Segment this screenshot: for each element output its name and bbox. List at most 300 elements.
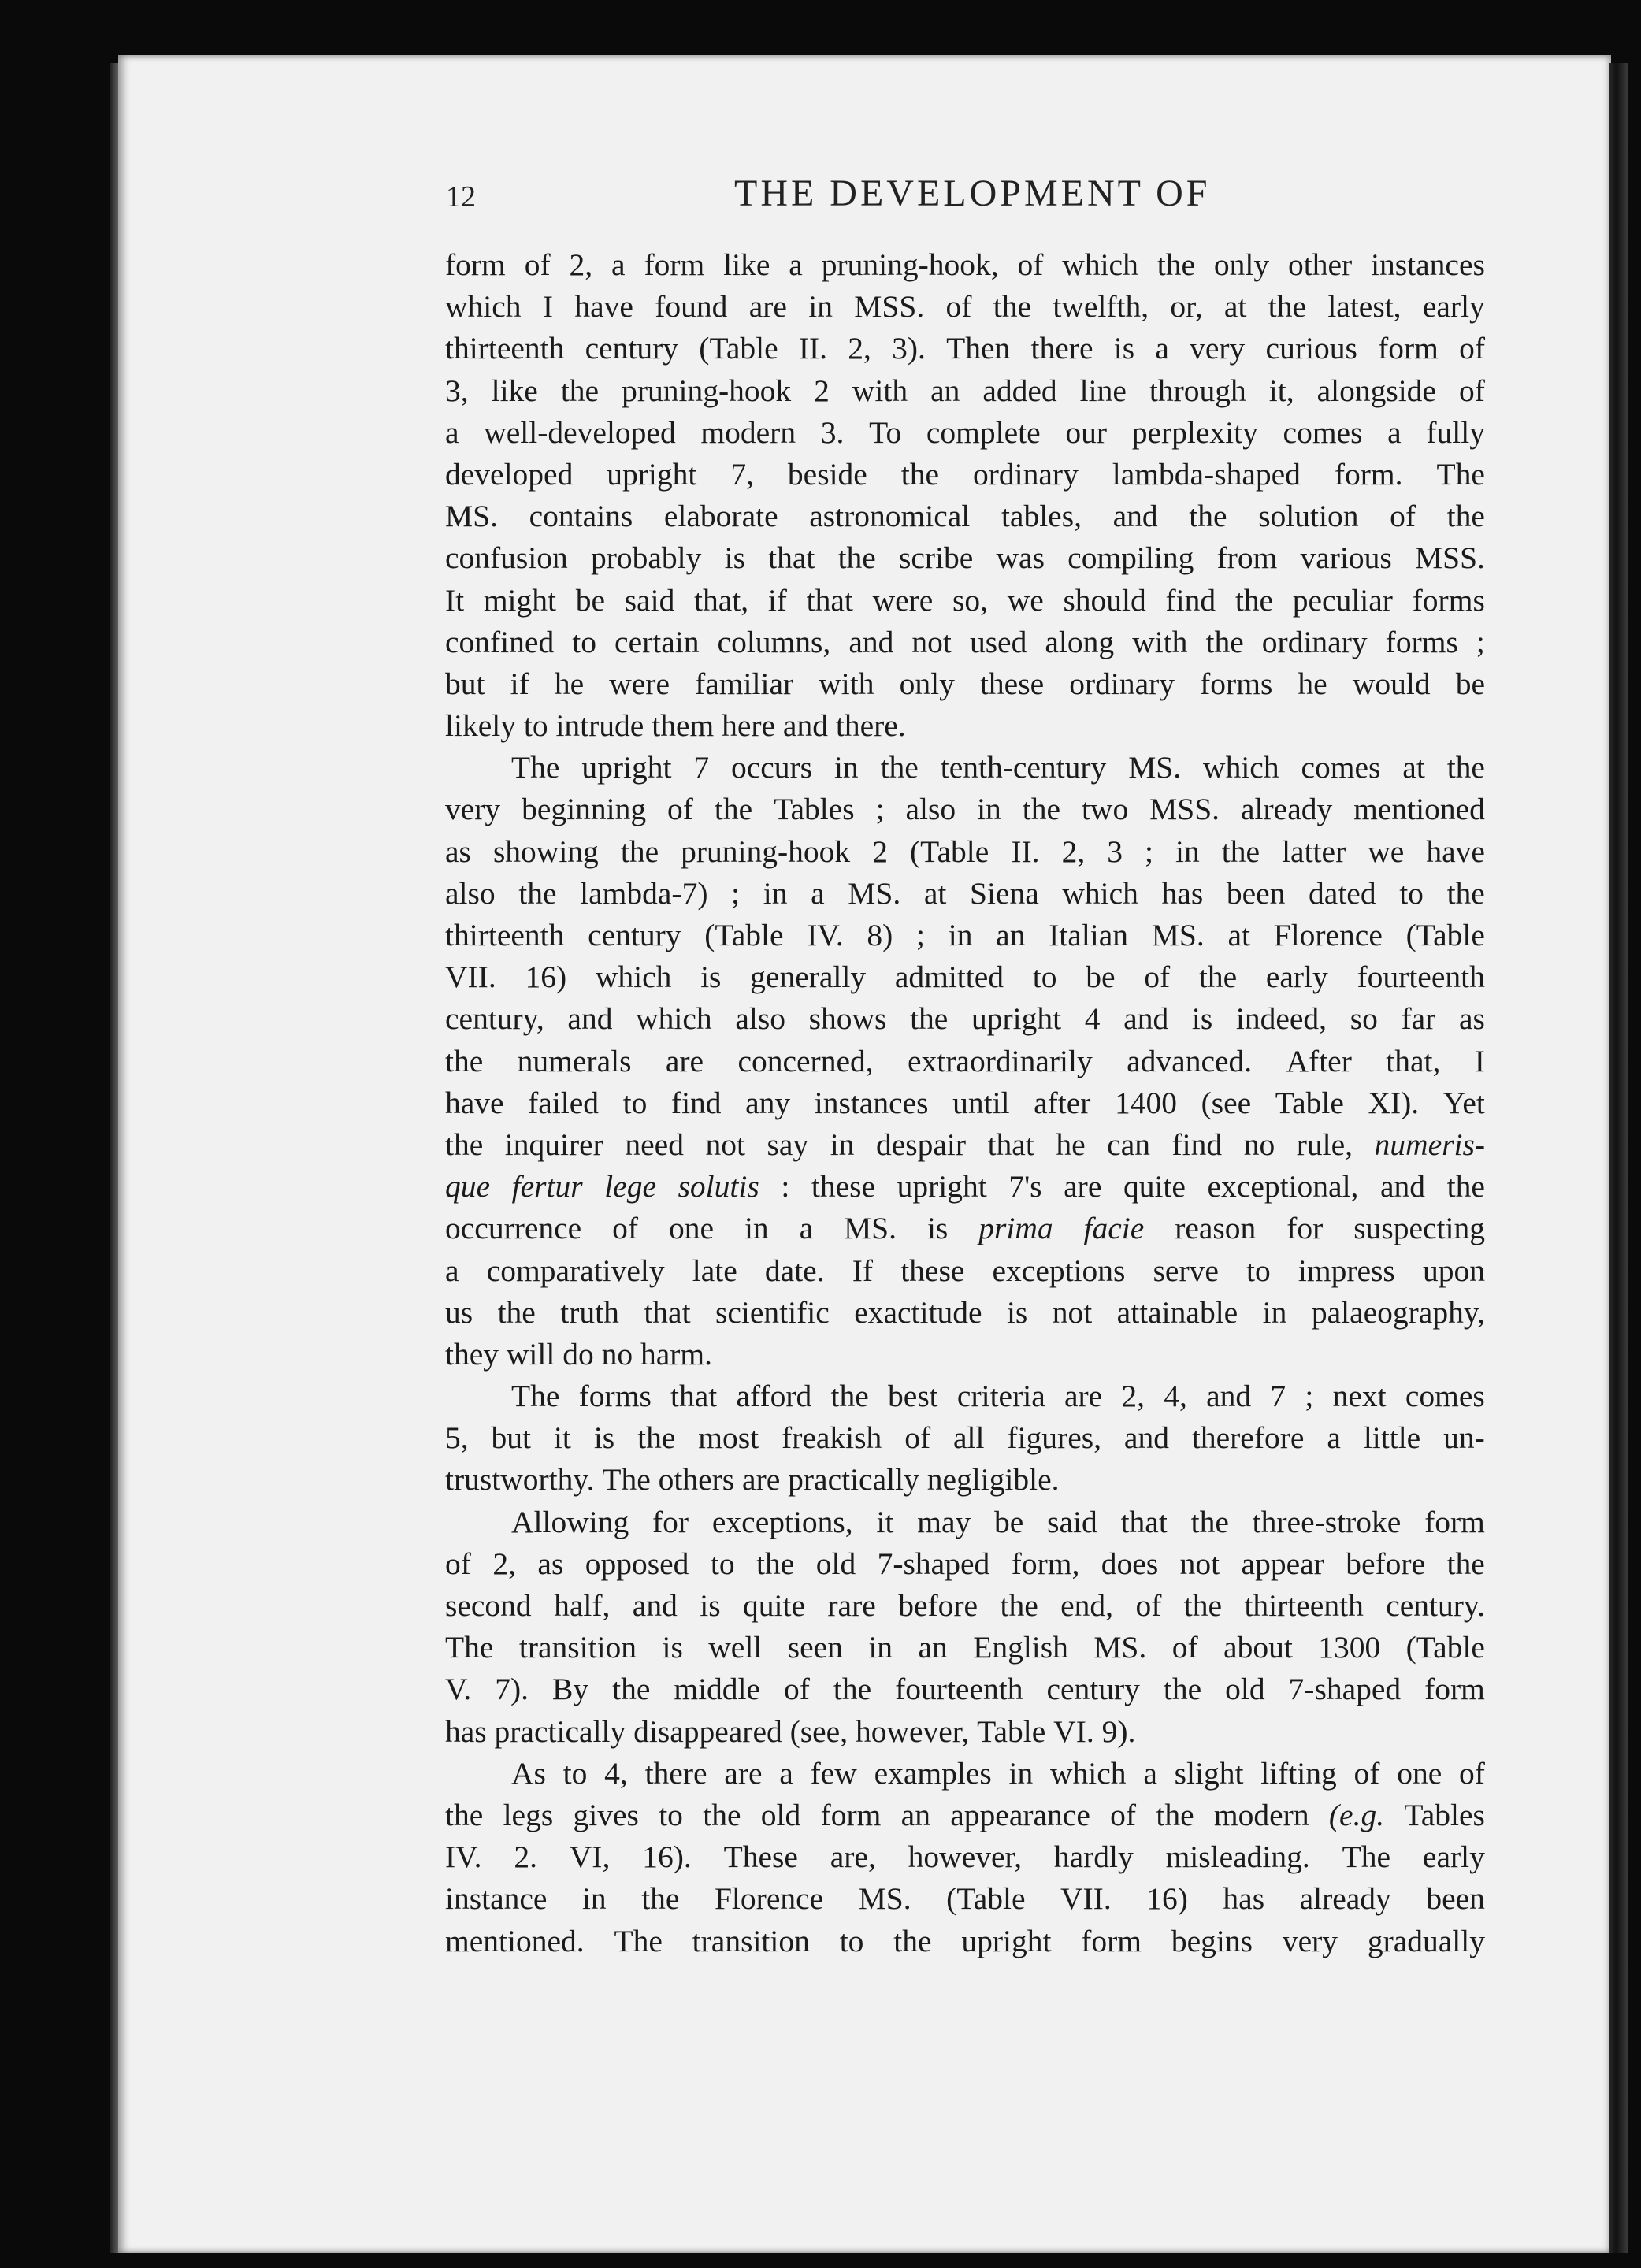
- word: are: [724, 1755, 763, 1791]
- word: form: [1424, 1672, 1485, 1707]
- word: (Table: [910, 833, 989, 869]
- word: MS.: [1128, 750, 1182, 785]
- word: (see,: [789, 1713, 856, 1749]
- word: que: [445, 1169, 491, 1205]
- word: the: [1446, 1169, 1485, 1205]
- word: 3: [1107, 833, 1123, 869]
- word: a: [445, 414, 459, 450]
- word: intrude: [555, 708, 652, 744]
- word: may: [917, 1504, 971, 1539]
- word: far: [1401, 1001, 1436, 1037]
- word: the: [518, 875, 557, 911]
- word: to: [1246, 1253, 1271, 1288]
- word: solutis: [678, 1169, 759, 1205]
- word: for: [1286, 1211, 1324, 1246]
- word: modern: [1213, 1797, 1309, 1832]
- word: instances: [814, 1085, 929, 1120]
- word: peculiar: [1292, 582, 1393, 618]
- word: to: [523, 708, 556, 744]
- word: the: [830, 1379, 869, 1414]
- word: lambda-7): [580, 875, 708, 911]
- word: the: [1234, 582, 1274, 618]
- word: in: [1175, 833, 1200, 869]
- text-line: [445, 1753, 1485, 1795]
- word: the: [612, 1672, 651, 1707]
- text-line: [445, 1459, 1485, 1501]
- word: gradually: [1367, 1923, 1485, 1958]
- word: hardly: [1053, 1839, 1134, 1875]
- word: if: [510, 666, 529, 701]
- word: the: [833, 1672, 872, 1707]
- word: harm.: [640, 1336, 713, 1372]
- word: VI,: [569, 1839, 611, 1875]
- text-line: [445, 998, 1485, 1040]
- word: 1300: [1318, 1630, 1381, 1665]
- word: The: [511, 750, 560, 785]
- word: and: [848, 624, 894, 659]
- word: beside: [787, 456, 867, 492]
- word: only: [899, 666, 955, 701]
- word: Allowing: [511, 1504, 629, 1539]
- word: modern: [700, 414, 796, 450]
- word: which: [1062, 875, 1138, 911]
- word: Tables: [774, 792, 855, 827]
- word: to: [710, 1546, 735, 1581]
- word: tables,: [1001, 499, 1082, 534]
- text-line: [445, 580, 1485, 622]
- text-line: [445, 915, 1485, 956]
- word: compiling: [1067, 540, 1194, 576]
- word: these: [979, 666, 1045, 701]
- word: with: [852, 373, 908, 408]
- word: exceptions,: [711, 1504, 853, 1539]
- text-line: [445, 789, 1485, 830]
- word: despair: [875, 1127, 967, 1162]
- word: we: [1007, 582, 1044, 618]
- word: upon: [1422, 1253, 1485, 1288]
- word: scientific: [715, 1294, 830, 1330]
- word: an: [900, 1797, 930, 1832]
- word: will: [506, 1336, 563, 1372]
- word: or,: [1170, 289, 1203, 325]
- text-line: [445, 1166, 1485, 1208]
- word: form.: [1334, 456, 1403, 492]
- word: like: [491, 373, 538, 408]
- word: ordinary: [1069, 666, 1175, 701]
- word: the: [1446, 875, 1485, 911]
- word: various: [1300, 540, 1392, 576]
- word: 4: [1084, 1001, 1101, 1037]
- word: find: [670, 1085, 722, 1120]
- word: attainable: [1116, 1294, 1238, 1330]
- word: in: [830, 1127, 855, 1162]
- text-line: [445, 1585, 1485, 1627]
- word: As: [511, 1755, 546, 1791]
- word: trustworthy.: [445, 1462, 603, 1498]
- word: that,: [694, 582, 749, 618]
- word: lege: [604, 1169, 656, 1205]
- word: in: [948, 918, 973, 952]
- word: us: [445, 1294, 473, 1330]
- word: the: [620, 833, 659, 869]
- word: of: [524, 247, 551, 282]
- word: is: [662, 1630, 683, 1665]
- word: columns,: [717, 624, 831, 659]
- word: 7-shaped: [1288, 1672, 1402, 1707]
- word: alongside: [1316, 373, 1436, 408]
- word: have: [1426, 833, 1485, 869]
- word: 2: [872, 833, 888, 869]
- word: an: [918, 1630, 948, 1665]
- word: quite: [743, 1588, 805, 1623]
- word: a: [611, 247, 626, 282]
- word: 2,: [1121, 1379, 1145, 1414]
- word: exactitude: [854, 1294, 982, 1330]
- word: twelfth,: [1053, 289, 1149, 325]
- word: Italian: [1049, 918, 1129, 952]
- word: afford: [736, 1379, 812, 1414]
- word: no: [601, 1336, 640, 1372]
- word: very: [445, 792, 501, 827]
- text-line: [445, 1041, 1485, 1082]
- word: which: [636, 1001, 712, 1037]
- word: already: [1241, 792, 1333, 827]
- text-line: [445, 663, 1485, 705]
- word: the: [837, 540, 876, 576]
- word: The: [1342, 1839, 1391, 1875]
- word: the: [560, 373, 600, 408]
- word: them: [652, 708, 722, 744]
- word: at: [1223, 289, 1247, 325]
- word: it: [553, 1420, 571, 1456]
- text-line: [445, 1375, 1485, 1417]
- word: an: [996, 918, 1026, 952]
- word: familiar: [695, 666, 794, 701]
- word: lambda-shaped: [1112, 456, 1301, 492]
- page-right-edge: [1609, 63, 1628, 2253]
- word: impress: [1298, 1253, 1395, 1288]
- word: as: [1458, 1001, 1485, 1037]
- word: lifting: [1260, 1755, 1337, 1791]
- word: 2,: [569, 247, 593, 282]
- word: an: [930, 373, 960, 408]
- word: MS.: [1093, 1630, 1147, 1665]
- word: appear: [1241, 1546, 1324, 1581]
- word: :: [781, 1169, 790, 1205]
- word: opposed: [585, 1546, 689, 1581]
- word: few: [810, 1755, 857, 1791]
- text-line: [445, 370, 1485, 412]
- word: late: [692, 1253, 737, 1288]
- word: be: [575, 582, 605, 618]
- word: pruning-hook: [681, 833, 851, 869]
- word: 7: [693, 750, 710, 785]
- word: century: [1046, 1672, 1140, 1707]
- word: are: [1064, 1379, 1103, 1414]
- word: form,: [1011, 1546, 1080, 1581]
- word: the: [703, 1797, 741, 1832]
- word: concerned,: [737, 1043, 874, 1078]
- word: as: [537, 1546, 564, 1581]
- word: of: [667, 792, 693, 827]
- word: it: [876, 1504, 894, 1539]
- word: are,: [830, 1839, 876, 1875]
- word: 16).: [642, 1839, 692, 1875]
- word: transition: [692, 1923, 810, 1958]
- word: is: [1191, 1001, 1213, 1037]
- word: tenth-century: [940, 750, 1107, 785]
- word: practically: [788, 1462, 927, 1498]
- word: of: [945, 289, 972, 325]
- word: 16): [525, 960, 567, 995]
- word: 7,: [730, 456, 754, 492]
- word: comes: [1301, 750, 1381, 785]
- word: they: [445, 1336, 507, 1372]
- word: been: [1226, 875, 1286, 911]
- word: to: [562, 1755, 588, 1791]
- word: not: [705, 1127, 745, 1162]
- word: to: [622, 1085, 648, 1120]
- word: also: [445, 875, 496, 911]
- word: likely: [445, 708, 524, 744]
- word: well-developed: [484, 414, 676, 450]
- word: it,: [1268, 373, 1294, 408]
- word: have: [574, 289, 633, 325]
- word: the: [1190, 1504, 1229, 1539]
- word: so,: [952, 582, 988, 618]
- page-number: 12: [446, 180, 476, 213]
- word: would: [1352, 666, 1431, 701]
- word: criteria: [956, 1379, 1045, 1414]
- text-line: [445, 705, 1485, 747]
- word: (see: [1201, 1085, 1252, 1120]
- word: the: [637, 1420, 676, 1456]
- word: ;: [1145, 833, 1153, 869]
- word: century,: [445, 1001, 544, 1037]
- word: (Table: [1405, 1630, 1485, 1665]
- word: fourteenth: [1357, 960, 1485, 995]
- word: end,: [1060, 1588, 1114, 1623]
- word: upright: [897, 1169, 987, 1205]
- word: examples: [874, 1755, 992, 1791]
- word: very: [1282, 1923, 1338, 1958]
- word: the: [1156, 247, 1195, 282]
- word: upright: [607, 456, 697, 492]
- text-line: [445, 286, 1485, 328]
- word: not: [911, 624, 952, 659]
- word: complete: [926, 414, 1041, 450]
- word: 2,: [1061, 833, 1086, 869]
- word: to: [659, 1797, 683, 1832]
- word: are: [742, 1462, 789, 1498]
- text-line: [445, 537, 1485, 579]
- word: The: [614, 1923, 663, 1958]
- word: and: [567, 1001, 613, 1037]
- text-line: [445, 1836, 1485, 1878]
- word: the: [1446, 1546, 1485, 1581]
- word: rare: [827, 1588, 876, 1623]
- word: pruning-hook,: [821, 247, 999, 282]
- word: and: [1123, 1420, 1169, 1456]
- word: occurrence: [445, 1211, 582, 1246]
- word: is: [724, 540, 745, 576]
- word: elaborate: [663, 499, 778, 534]
- word: Then: [946, 331, 1011, 366]
- word: the: [1446, 499, 1485, 534]
- word: the: [1205, 624, 1244, 659]
- word: one: [668, 1211, 715, 1246]
- word: at: [1402, 750, 1425, 785]
- word: the: [1000, 1588, 1038, 1623]
- word: To: [869, 414, 902, 450]
- word: fertur: [511, 1169, 583, 1205]
- word: little: [1363, 1420, 1421, 1456]
- word: until: [952, 1085, 1010, 1120]
- word: the: [445, 1043, 484, 1078]
- word: the: [1022, 792, 1060, 827]
- word: two: [1081, 792, 1129, 827]
- text-line: [445, 244, 1485, 286]
- word: were: [872, 582, 934, 618]
- word: from: [1216, 540, 1278, 576]
- word: find: [1171, 1127, 1223, 1162]
- word: 7-shaped: [877, 1546, 990, 1581]
- word: of: [1459, 331, 1485, 366]
- word: a: [1327, 1420, 1341, 1456]
- word: pruning-hook: [622, 373, 792, 408]
- word: he: [1298, 666, 1327, 701]
- word: freakish: [782, 1420, 882, 1456]
- word: in: [763, 875, 788, 911]
- word: which: [595, 960, 672, 995]
- word: therefore: [1191, 1420, 1305, 1456]
- text-line: [445, 1417, 1485, 1459]
- word: which: [1203, 750, 1279, 785]
- word: the: [1156, 1797, 1194, 1832]
- word: suspecting: [1353, 1211, 1485, 1246]
- word: are: [748, 289, 787, 325]
- word: 7's: [1008, 1169, 1042, 1205]
- text-line: [445, 1711, 1485, 1753]
- word: which: [1050, 1755, 1127, 1791]
- word: the: [756, 1546, 795, 1581]
- word: the: [714, 792, 753, 827]
- word: of: [1017, 247, 1044, 282]
- word: 4,: [1164, 1379, 1187, 1414]
- word: is: [926, 1211, 949, 1246]
- word: of: [1135, 1588, 1162, 1623]
- word: thirteenth: [445, 331, 565, 366]
- word: slight: [1174, 1755, 1244, 1791]
- word: numeris-: [1374, 1127, 1485, 1162]
- word: other: [1288, 247, 1353, 282]
- word: are: [1064, 1169, 1102, 1205]
- word: extraordinarily: [908, 1043, 1093, 1078]
- word: that: [1120, 1504, 1168, 1539]
- word: figures,: [1007, 1420, 1101, 1456]
- word: in: [1262, 1294, 1287, 1330]
- word: only: [1213, 247, 1270, 282]
- word: perplexity: [1131, 414, 1258, 450]
- word: is: [700, 960, 722, 995]
- word: (Table: [946, 1881, 1026, 1917]
- word: solution: [1258, 499, 1359, 534]
- word: old: [1225, 1672, 1265, 1707]
- word: the: [445, 1127, 484, 1162]
- word: date.: [764, 1253, 825, 1288]
- word: transition: [518, 1630, 637, 1665]
- word: if: [767, 582, 787, 618]
- word: misleading.: [1165, 1839, 1310, 1875]
- word: form: [1424, 1504, 1485, 1539]
- word: thirteenth: [445, 918, 565, 952]
- word: through: [1149, 373, 1246, 408]
- word: however,: [855, 1713, 978, 1749]
- word: a: [1155, 331, 1169, 366]
- word: form: [644, 247, 705, 282]
- word: others: [658, 1462, 743, 1498]
- word: for: [652, 1504, 689, 1539]
- word: early: [1422, 1839, 1485, 1875]
- word: next: [1332, 1379, 1387, 1414]
- word: ;: [731, 875, 741, 911]
- word: 7).: [495, 1672, 529, 1707]
- word: of: [904, 1420, 931, 1456]
- word: old: [760, 1797, 801, 1832]
- text-line: [445, 1292, 1485, 1334]
- word: upright: [581, 750, 672, 785]
- word: the: [641, 1881, 680, 1917]
- word: that,: [1386, 1043, 1441, 1078]
- word: but: [491, 1420, 532, 1456]
- word: have: [445, 1085, 504, 1120]
- word: a: [445, 1253, 459, 1288]
- word: any: [745, 1085, 791, 1120]
- word: of: [1110, 1797, 1137, 1832]
- text-line: [445, 747, 1485, 789]
- word: he: [1056, 1127, 1086, 1162]
- word: forms: [1200, 666, 1273, 701]
- word: in: [1008, 1755, 1034, 1791]
- word: MSS.: [1415, 540, 1485, 576]
- word: the: [900, 456, 940, 492]
- text-line: [445, 1082, 1485, 1124]
- word: practically: [494, 1713, 634, 1749]
- word: facie: [1083, 1211, 1145, 1246]
- word: 16): [1146, 1881, 1188, 1917]
- word: with: [1132, 624, 1188, 659]
- word: in: [977, 792, 1001, 827]
- text-line: [445, 956, 1485, 998]
- word: 5,: [445, 1420, 469, 1456]
- word: Tables: [1404, 1797, 1485, 1832]
- word: old: [815, 1546, 856, 1581]
- word: advanced.: [1127, 1043, 1253, 1078]
- word: ;: [875, 792, 885, 827]
- word: prima: [978, 1211, 1053, 1246]
- word: fully: [1426, 414, 1485, 450]
- word: three-stroke: [1252, 1504, 1402, 1539]
- word: half,: [554, 1588, 611, 1623]
- word: the: [993, 289, 1031, 325]
- word: IV.: [445, 1839, 482, 1875]
- text-line: [445, 1208, 1485, 1249]
- text-line: [445, 1627, 1485, 1669]
- word: (Table: [699, 331, 778, 366]
- word: failed: [528, 1085, 600, 1120]
- word: astronomical: [809, 499, 971, 534]
- word: thirteenth: [1244, 1588, 1364, 1623]
